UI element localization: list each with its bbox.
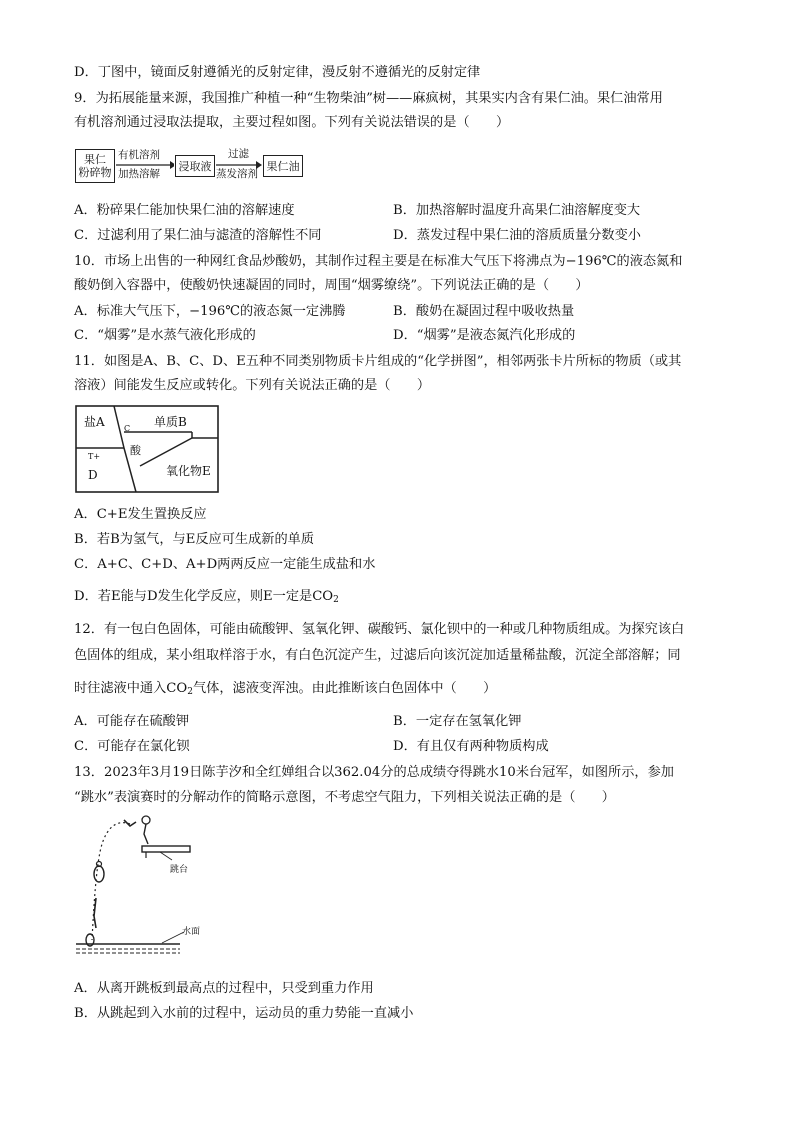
q11-option-b: B．若B为氢气，与E反应可生成新的单质 [74, 532, 315, 547]
puzzle-acid: 酸 [130, 444, 141, 457]
q10-option-d: D．“烟雾”是液态氮汽化形成的 [393, 328, 576, 343]
q11-option-a: A．C+E发生置换反应 [74, 507, 207, 522]
flow-box-kernel-line1: 果仁 [84, 153, 106, 166]
q8-option-d: D．丁图中，镜面反射遵循光的反射定律，漫反射不遵循光的反射定律 [74, 65, 481, 80]
q12-stem-line3-b: 气体，滤液变浑浊。由此推断该白色固体中（ ） [192, 681, 497, 696]
q10-stem-line2: 酸奶倒入容器中，使酸奶快速凝固的同时，周围“烟雾缭绕”。下列说法正确的是（ ） [74, 278, 589, 293]
flow-arrow2-icon [214, 144, 264, 186]
flow-box-kernel-line2: 粉碎物 [78, 166, 112, 179]
q12-stem-line3-a: 时往滤液中通入CO [74, 681, 188, 696]
q9-flow-diagram [74, 144, 304, 186]
flow-box-oil-label: 果仁油 [266, 159, 300, 173]
diving-board-label: 跳台 [170, 865, 189, 875]
flow-arrow1-bottom: 加热溶解 [118, 168, 160, 180]
q10-option-c: C．“烟雾”是水蒸气液化形成的 [74, 328, 256, 343]
q11-option-c: C．A+C、C+D、A+D两两反应一定能生成盐和水 [74, 557, 376, 572]
q9-option-c: C．过滤利用了果仁油与滤渣的溶解性不同 [74, 228, 322, 243]
puzzle-d: D [88, 468, 98, 482]
q10-option-b: B．酸奶在凝固过程中吸收热量 [393, 304, 575, 319]
q12-stem-line3-subscript: 2 [187, 687, 193, 697]
q13-option-b: B．从跳起到入水前的过程中，运动员的重力势能一直减小 [74, 1006, 414, 1021]
puzzle-d-mark: T+ [88, 452, 101, 461]
q10-option-a: A．标准大气压下，−196℃的液态氮一定沸腾 [74, 304, 346, 319]
q11-option-d [74, 588, 339, 606]
q10-stem-line1: 10．市场上出售的一种网红食品炒酸奶，其制作过程主要是在标准大气压下将沸点为−196℃的液态氮和 [74, 254, 683, 269]
puzzle-salt-a: 盐A [84, 415, 105, 429]
flow-arrow1-top: 有机溶剂 [118, 149, 160, 161]
q9-option-d: D．蒸发过程中果仁油的溶质质量分数变小 [393, 228, 641, 243]
q11-chemistry-puzzle [74, 404, 224, 496]
flow-box-extract [175, 155, 215, 177]
flow-arrow1-icon [114, 144, 174, 186]
q12-option-b: B．一定存在氢氧化钾 [393, 714, 522, 729]
q12-stem-line2: 色固体的组成，某小组取样溶于水，有白色沉淀产生，过滤后向该沉淀加适量稀盐酸，沉淀全部溶解；同 [74, 648, 681, 663]
q9-stem-line1: 9．为拓展能量来源，我国推广种植一种“生物柴油”树——麻疯树，其果实内含有果仁油。果仁油常用 [74, 91, 663, 106]
flow-box-kernel [75, 149, 115, 183]
q11-stem-line2: 溶液）间能发生反应或转化。下列有关说法正确的是（ ） [74, 378, 431, 393]
q9-option-a: A．粉碎果仁能加快果仁油的溶解速度 [74, 203, 295, 218]
flow-box-extract-label: 浸取液 [178, 159, 212, 173]
q13-diving-diagram [74, 812, 214, 964]
puzzle-element-b: 单质B [154, 415, 187, 429]
q12-stem-line3 [74, 680, 496, 698]
q11-stem-line1: 11．如图是A、B、C、D、E五种不同类别物质卡片组成的“化学拼图”，相邻两张卡片所标的物质（或其 [74, 354, 682, 369]
flow-arrow2-bottom: 蒸发溶剂 [216, 168, 258, 180]
q13-stem-line1: 13．2023年3月19日陈芋汐和全红婵组合以362.04分的总成绩夺得跳水10米台冠军，如图所示，参加 [74, 765, 674, 780]
q12-option-d: D．有且仅有两种物质构成 [393, 739, 549, 754]
puzzle-oxide-e: 氧化物E [166, 464, 211, 478]
q12-stem-line1: 12．有一包白色固体，可能由硫酸钾、氢氧化钾、碳酸钙、氯化钡中的一种或几种物质组成。为探究该白 [74, 622, 685, 637]
diving-sketch [74, 812, 214, 964]
puzzle-c-label: C [124, 424, 131, 433]
q12-option-a: A．可能存在硫酸钾 [74, 714, 190, 729]
q9-stem-line2: 有机溶剂通过浸取法提取，主要过程如图。下列有关说法错误的是（ ） [74, 115, 510, 130]
q11-option-d-text: D．若E能与D发生化学反应，则E一定是CO [74, 589, 334, 604]
water-surface-label: 水面 [182, 927, 201, 937]
q9-option-b: B．加热溶解时温度升高果仁油溶解度变大 [393, 203, 641, 218]
q13-stem-line2: “跳水”表演赛时的分解动作的简略示意图，不考虑空气阻力，下列相关说法正确的是（ ） [74, 790, 615, 805]
flow-arrow2-top: 过滤 [228, 148, 249, 160]
q12-option-c: C．可能存在氯化钡 [74, 739, 190, 754]
q11-option-d-subscript: 2 [333, 595, 339, 605]
flow-box-oil [263, 155, 303, 177]
q13-option-a: A．从离开跳板到最高点的过程中，只受到重力作用 [74, 981, 374, 996]
